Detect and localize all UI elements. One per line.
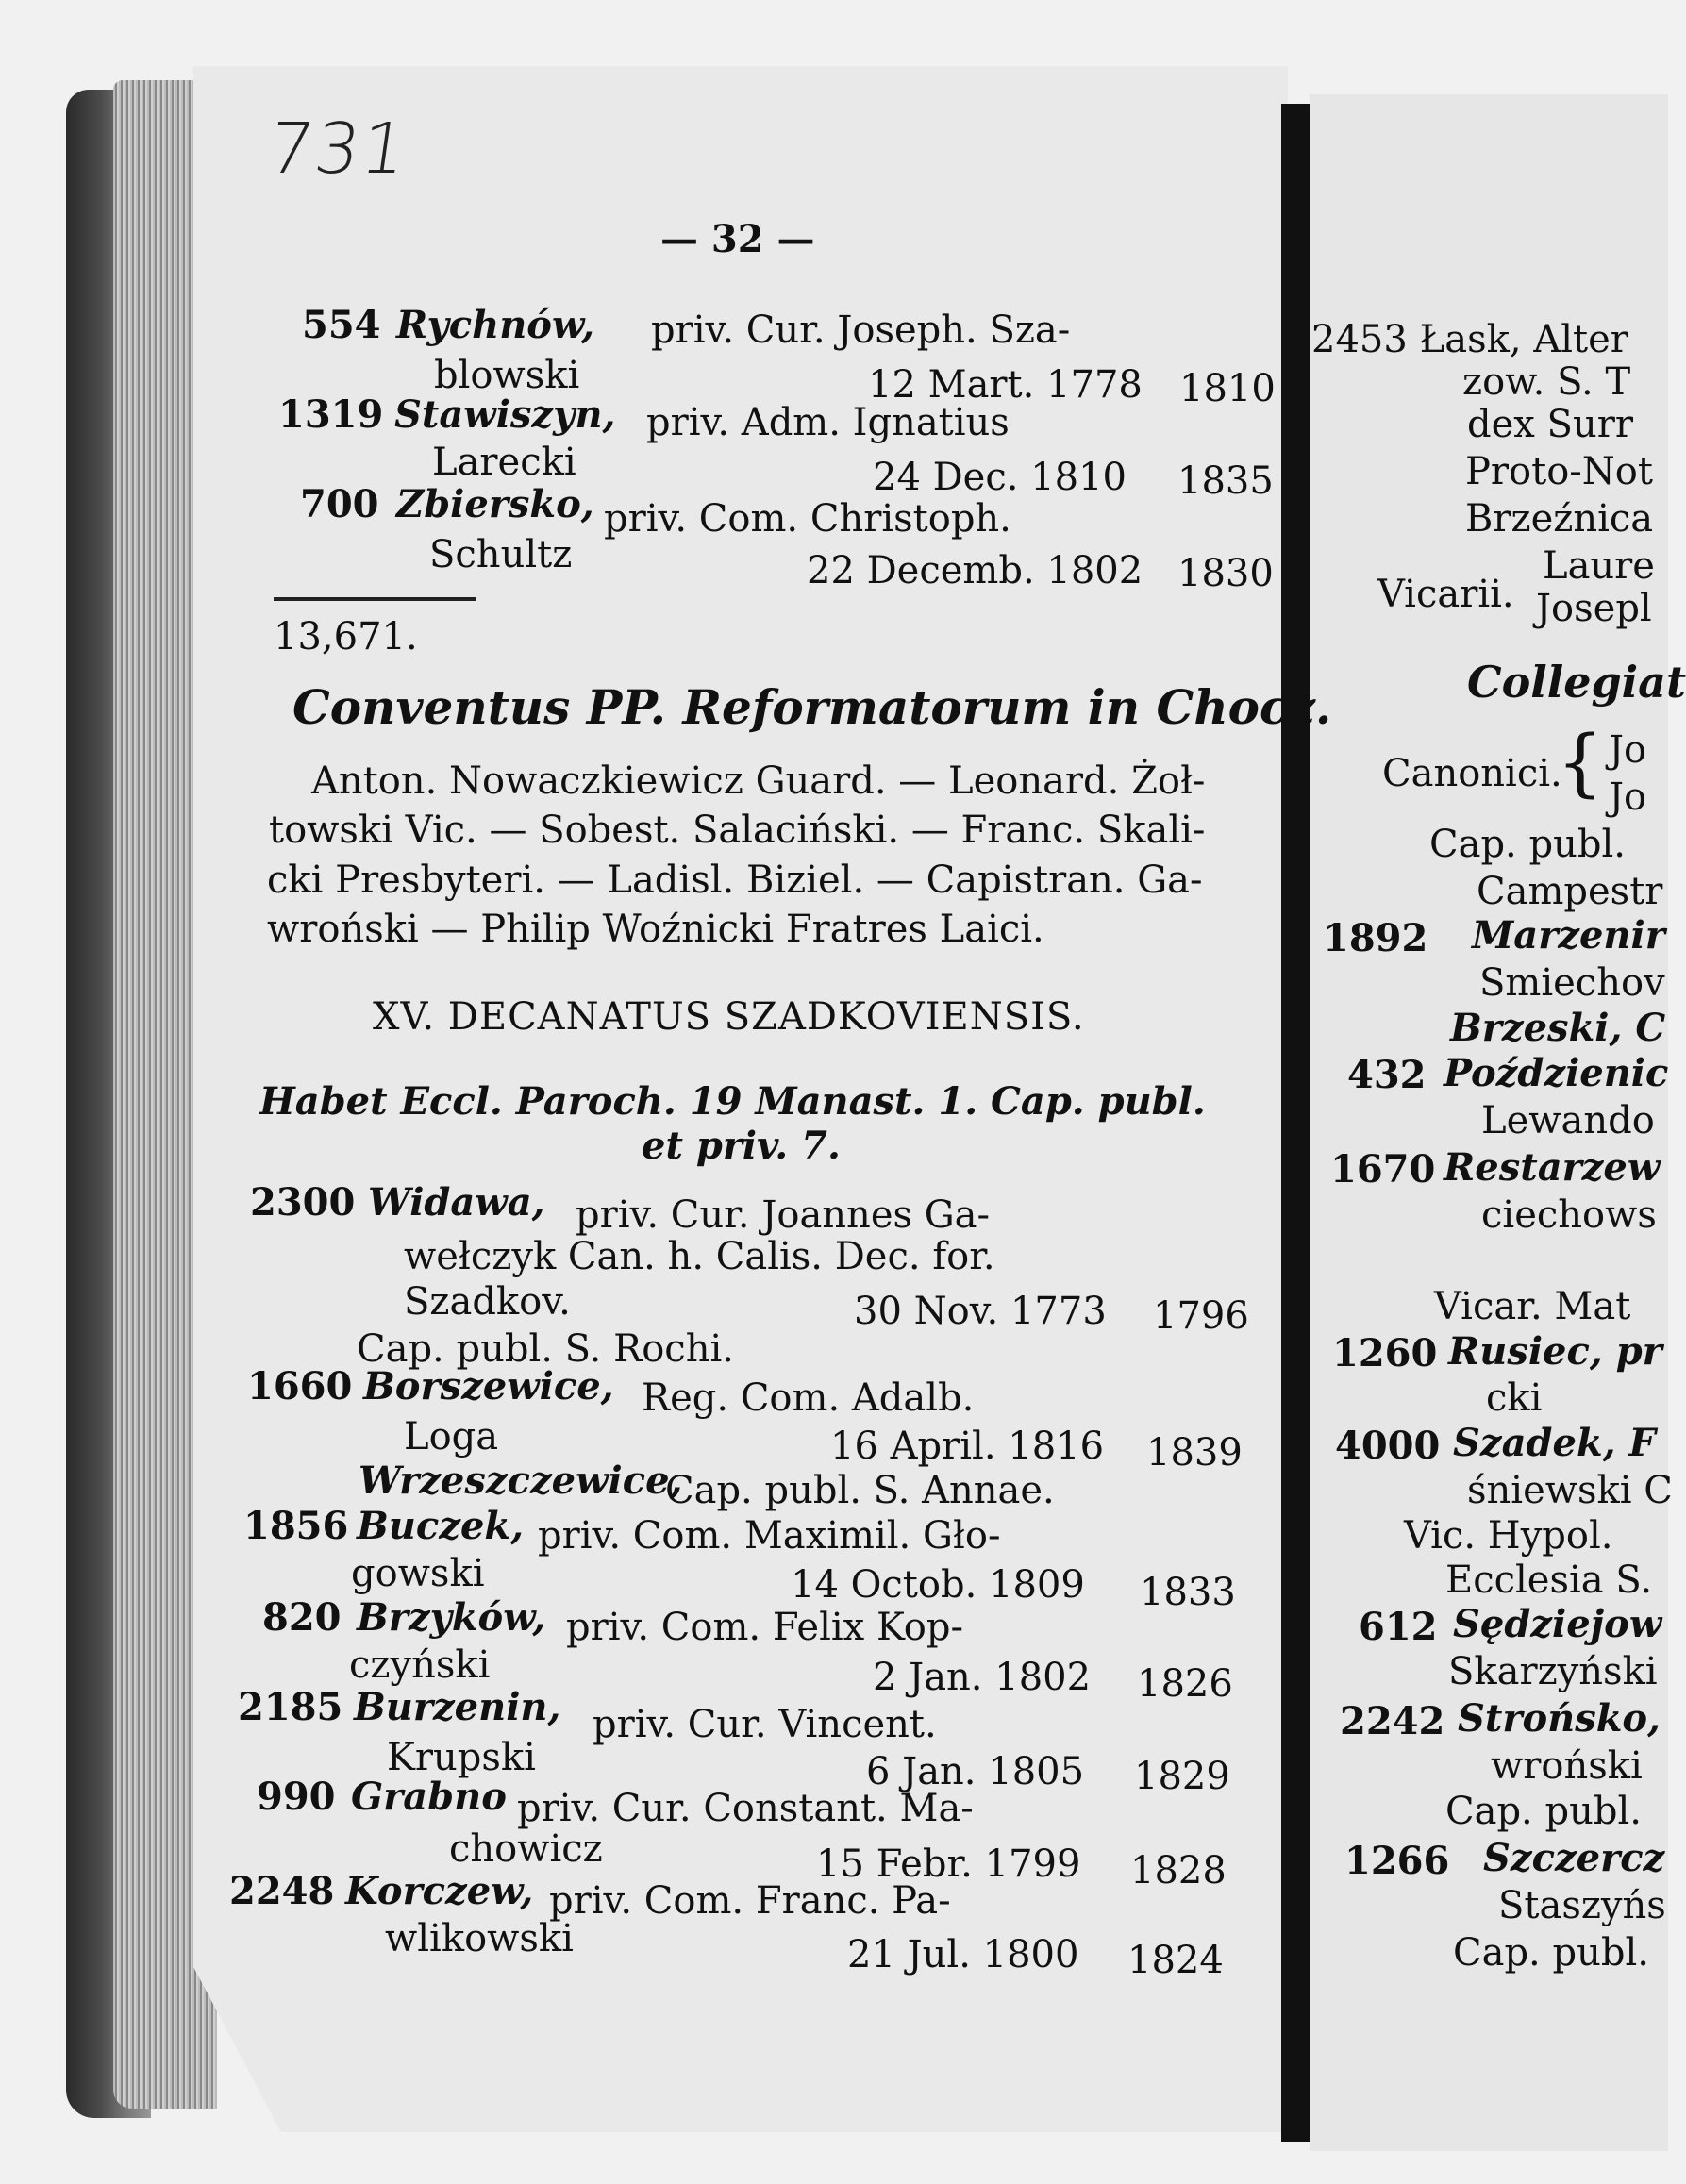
- entry-since: 1824: [1127, 1939, 1224, 1982]
- entry-cont: czyński: [349, 1643, 491, 1687]
- right-line: Vic. Hypol.: [1404, 1514, 1613, 1558]
- entry-since: 1833: [1140, 1571, 1236, 1614]
- entry-number: 820: [262, 1595, 342, 1640]
- right-line: 2453 Łask, Alter: [1311, 318, 1628, 361]
- right-line: wroński: [1491, 1744, 1643, 1788]
- right-line: Campestr: [1477, 870, 1663, 913]
- entry-place: Korczew,: [345, 1869, 534, 1913]
- entry-born: 16 April. 1816: [830, 1425, 1105, 1468]
- entry-desc: priv. Cur. Joseph. Sza-: [651, 308, 1071, 352]
- entry-number: 1660: [247, 1364, 353, 1409]
- decanatus-heading: XV. DECANATUS SZADKOVIENSIS.: [373, 995, 1085, 1039]
- right-line: Staszyńs: [1498, 1884, 1666, 1927]
- right-line: Brzeski, C: [1450, 1006, 1666, 1050]
- entry-desc: priv. Com. Felix Kop-: [566, 1606, 963, 1649]
- entry-cont: Larecki: [432, 441, 576, 484]
- entry-cont: Krupski: [387, 1736, 536, 1779]
- right-line: Szczercz: [1483, 1836, 1665, 1880]
- book-gutter: [1281, 104, 1310, 2142]
- convent-line: cki Presbyteri. — Ladisl. Biziel. — Capistran. Ga-: [267, 859, 1203, 902]
- entry-since: 1835: [1177, 459, 1274, 503]
- right-line: Sędziejow: [1453, 1602, 1662, 1646]
- right-number: 1892: [1323, 916, 1428, 960]
- total-rule: [274, 597, 476, 601]
- right-line: Rusiec, pr: [1448, 1329, 1662, 1374]
- right-line: cki: [1486, 1376, 1543, 1420]
- right-number: 1670: [1330, 1147, 1436, 1192]
- right-line: zow. S. T: [1462, 360, 1631, 404]
- entry-born: 22 Decemb. 1802: [807, 549, 1143, 592]
- right-line: Restarzew: [1444, 1145, 1661, 1190]
- entry-place: Buczek,: [357, 1504, 525, 1548]
- entry-desc: priv. Cur. Vincent.: [593, 1703, 937, 1746]
- right-line: ciechows: [1481, 1193, 1657, 1237]
- entry-cont: Szadkov.: [404, 1280, 571, 1324]
- entry-number: 554: [302, 303, 381, 347]
- entry-cont: Schultz: [429, 533, 573, 576]
- entry-cont: wlikowski: [385, 1917, 574, 1960]
- right-line: Jo: [1609, 728, 1647, 772]
- right-number: 2242: [1340, 1699, 1445, 1743]
- right-line: Cap. publ.: [1429, 823, 1626, 866]
- entry-since: 1830: [1177, 552, 1274, 595]
- entry-desc: priv. Cur. Constant. Ma-: [517, 1787, 974, 1830]
- entry-number: 2300: [250, 1180, 356, 1225]
- right-line: śniewski C: [1467, 1469, 1673, 1512]
- right-number: 1266: [1344, 1839, 1450, 1883]
- entry-since: 1839: [1146, 1431, 1243, 1475]
- convent-line: Anton. Nowaczkiewicz Guard. — Leonard. Żoł-: [311, 759, 1206, 803]
- entry-number: 990: [257, 1775, 336, 1819]
- chapel-line: Cap. publ. S. Annae.: [665, 1469, 1055, 1512]
- right-line: Cap. publ.: [1445, 1790, 1642, 1833]
- entry-place: Brzyków,: [357, 1595, 546, 1640]
- entry-cont: wełczyk Can. h. Calis. Dec. for.: [404, 1235, 995, 1278]
- entry-since: 1829: [1134, 1755, 1230, 1798]
- right-number: 612: [1359, 1605, 1438, 1649]
- right-line: Lewando: [1481, 1099, 1655, 1142]
- entry-cont: gowski: [351, 1552, 485, 1595]
- entry-born: 30 Nov. 1773: [854, 1290, 1107, 1333]
- entry-place: Stawiszyn,: [394, 392, 616, 437]
- entry-cont: chowicz: [449, 1827, 603, 1871]
- entry-number: 1319: [278, 392, 384, 437]
- total-count: 13,671.: [274, 615, 418, 659]
- entry-place: Grabno: [351, 1775, 507, 1819]
- entry-born: 15 Febr. 1799: [816, 1842, 1081, 1886]
- entry-desc: priv. Com. Christoph.: [604, 497, 1011, 541]
- entry-number: 2248: [229, 1869, 335, 1913]
- entry-since: 1810: [1179, 367, 1276, 410]
- chapel-line: Cap. publ. S. Rochi.: [357, 1327, 734, 1371]
- right-line: Josepl: [1536, 587, 1652, 630]
- entry-since: 1796: [1153, 1294, 1249, 1338]
- right-number: 4000: [1335, 1424, 1441, 1468]
- entry-number: 700: [300, 482, 379, 526]
- right-line: Brzeźnica: [1465, 497, 1654, 541]
- chapel-place: Wrzeszczewice,: [359, 1459, 683, 1503]
- entry-number: 2185: [238, 1685, 343, 1729]
- entry-since: 1826: [1137, 1662, 1233, 1706]
- right-line: Laure: [1543, 544, 1655, 588]
- entry-desc: Reg. Com. Adalb.: [642, 1376, 975, 1420]
- right-line: Szadek, F: [1453, 1421, 1656, 1465]
- entry-place: Burzenin,: [354, 1685, 561, 1729]
- entry-born: 24 Dec. 1810: [873, 456, 1127, 499]
- habet-line: Habet Eccl. Paroch. 19 Manast. 1. Cap. publ.: [259, 1079, 1206, 1124]
- right-heading: Collegiat: [1467, 657, 1686, 708]
- page-number: — 32 —: [660, 217, 815, 261]
- entry-number: 1856: [243, 1504, 349, 1548]
- convent-heading: Conventus PP. Reformatorum in Chocz.: [292, 679, 1332, 735]
- convent-line: towski Vic. — Sobest. Salaciński. — Franc. Skali-: [269, 809, 1206, 852]
- entry-born: 21 Jul. 1800: [847, 1933, 1079, 1976]
- entry-cont: blowski: [434, 354, 580, 397]
- right-line: Vicar. Mat: [1434, 1285, 1631, 1328]
- right-line: Canonici.: [1382, 752, 1562, 795]
- entry-cont: Loga: [404, 1415, 499, 1459]
- right-line: Proto-Not: [1465, 450, 1653, 493]
- right-line: Jo: [1609, 775, 1647, 819]
- right-line: Smiechov: [1479, 961, 1665, 1005]
- handwritten-folio-number: 731: [262, 108, 414, 190]
- right-line: Ecclesia S.: [1445, 1559, 1653, 1602]
- habet-line: et priv. 7.: [642, 1124, 841, 1168]
- entry-born: 14 Octob. 1809: [791, 1563, 1085, 1607]
- entry-place: Widawa,: [368, 1180, 545, 1225]
- right-line: Cap. publ.: [1453, 1931, 1649, 1975]
- entry-desc: priv. Com. Franc. Pa-: [549, 1879, 951, 1923]
- entry-born: 6 Jan. 1805: [866, 1750, 1085, 1793]
- right-line: Marzenir: [1472, 913, 1665, 958]
- entry-desc: priv. Adm. Ignatius: [646, 401, 1010, 444]
- entry-born: 12 Mart. 1778: [868, 363, 1143, 407]
- right-line: Strońsko,: [1458, 1696, 1661, 1741]
- right-line: Vicarii.: [1377, 573, 1514, 616]
- entry-place: Zbiersko,: [396, 482, 594, 526]
- right-line: Poździenic: [1444, 1051, 1669, 1095]
- convent-line: wroński — Philip Woźnicki Fratres Laici.: [267, 908, 1044, 951]
- entry-desc: priv. Com. Maximil. Gło-: [538, 1514, 1001, 1558]
- right-line: dex Surr: [1467, 403, 1633, 446]
- entry-born: 2 Jan. 1802: [873, 1656, 1092, 1699]
- entry-desc: priv. Cur. Joannes Ga-: [576, 1193, 991, 1237]
- right-number: 1260: [1332, 1331, 1438, 1375]
- entry-since: 1828: [1130, 1849, 1227, 1892]
- entry-place: Borszewice,: [363, 1364, 614, 1409]
- entry-place: Rychnów,: [396, 303, 595, 347]
- right-line: Skarzyński: [1448, 1650, 1658, 1693]
- right-number: 432: [1347, 1053, 1427, 1097]
- brace: {: [1557, 721, 1604, 806]
